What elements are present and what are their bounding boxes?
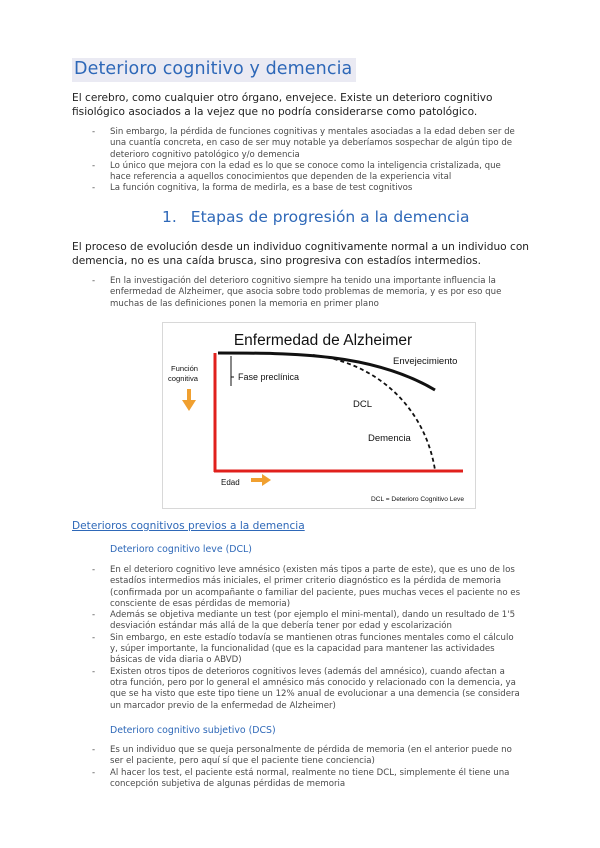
dcl-heading: Deterioro cognitivo leve (DCL) [110, 544, 252, 555]
down-arrow-icon [182, 389, 196, 411]
figure-footnote: DCL = Deterioro Cognitivo Leve [370, 496, 464, 503]
section-bullet-list [90, 276, 525, 310]
section-paragraph: El proceso de evolución desde un individuo cognitivamente normal a un individuo con demencia, no es una caída brusca, sino progresiva con estadíos intermedios. [72, 241, 530, 268]
list-item: - Al hacer los test, el paciente está normal, realmente no tiene DCL, simplemente él tiene una concepción subjetiva de algunas pérdidas de memoria [90, 768, 522, 791]
dcl-bullet-list [90, 565, 522, 712]
intro-bullet-list [90, 127, 520, 195]
alzheimer-chart [163, 323, 475, 508]
figure-title: Enfermedad de Alzheimer [233, 332, 413, 349]
list-item: - La función cognitiva, la forma de medirla, es a base de test cognitivos [90, 183, 520, 194]
list-item: - Además se objetiva mediante un test (por ejemplo el mini-mental), dando un resultado de 1'5 desviación estándar más allá de la que debería tener por edad y escolarización [90, 610, 522, 633]
list-item: - Sin embargo, la pérdida de funciones cognitivas y mentales asociadas a la edad deben ser de una cuantía concreta, en caso de ser muy notable ya deberíamos sospechar de algún tipo de deterioro cognitivo patológico y/o demencia [90, 127, 520, 161]
list-item: - En la investigación del deterioro cognitivo siempre ha tenido una importante influencia la enfermedad de Alzheimer, que asocia sobre todo problemas de memoria, y es por eso que muchas de las definiciones ponen la memoria en primer plano [90, 276, 525, 310]
y-axis-label-1: Función [171, 364, 199, 373]
envejecimiento-label: Envejecimiento [393, 356, 458, 367]
section-number: 1. [162, 208, 177, 226]
section-heading [162, 208, 470, 226]
list-item: - Existen otros tipos de deterioros cognitivos leves (además del amnésico), cuando afectan a otra función, pero por lo general el amnésico más conocido y relacionado con la demencia, ya que se ha visto que este tipo tiene un 12% anual de evolucionar a una demencia (se considera un marcador previo de la enfermedad de Alzheimer) [90, 667, 522, 712]
dcs-heading: Deterioro cognitivo subjetivo (DCS) [110, 725, 276, 736]
x-axis-label: Edad [221, 478, 240, 487]
dcl-curve [313, 355, 435, 470]
dcl-label: DCL [353, 399, 373, 410]
list-item: - Es un individuo que se queja personalmente de pérdida de memoria (en el anterior puede no ser el paciente, pero aquí sí que el paciente tiene conciencia) [90, 745, 522, 768]
dcs-bullet-list [90, 745, 522, 790]
list-item: - En el deterioro cognitivo leve amnésico (existen más tipos a parte de este), que es uno de los estadíos intermedios más iniciales, el primer criterio diagnóstico es la pérdida de memoria (confirmada por un acompañante o familiar del paciente, pues muchas veces el paciente no es consciente de esas pérdidas de memoria) [90, 565, 522, 610]
alzheimer-figure [162, 322, 476, 509]
subsection-link[interactable]: Deterioros cognitivos previos a la demencia [72, 520, 305, 532]
demencia-label: Demencia [368, 433, 411, 444]
right-arrow-icon [251, 474, 271, 486]
section-title: Etapas de progresión a la demencia [190, 208, 470, 226]
list-item: - Lo único que mejora con la edad es lo que se conoce como la inteligencia cristalizada, que hace referencia a aquellos conocimientos que dependen de la experiencia vital [90, 161, 520, 184]
fase-preclinica-label: Fase preclínica [238, 372, 300, 382]
intro-paragraph: El cerebro, como cualquier otro órgano, envejece. Existe un deterioro cognitivo fisiológico asociados a la vejez que no podría considerarse como patológico. [72, 92, 493, 119]
list-item: - Sin embargo, en este estadío todavía se mantienen otras funciones mentales como el cálculo y, súper importante, la funcionalidad (que es la capacidad para mantener las actividades básicas de vida diaria o ABVD) [90, 633, 522, 667]
page-title: Deterioro cognitivo y demencia [72, 58, 356, 82]
y-axis-label-2: cognitiva [168, 374, 198, 383]
